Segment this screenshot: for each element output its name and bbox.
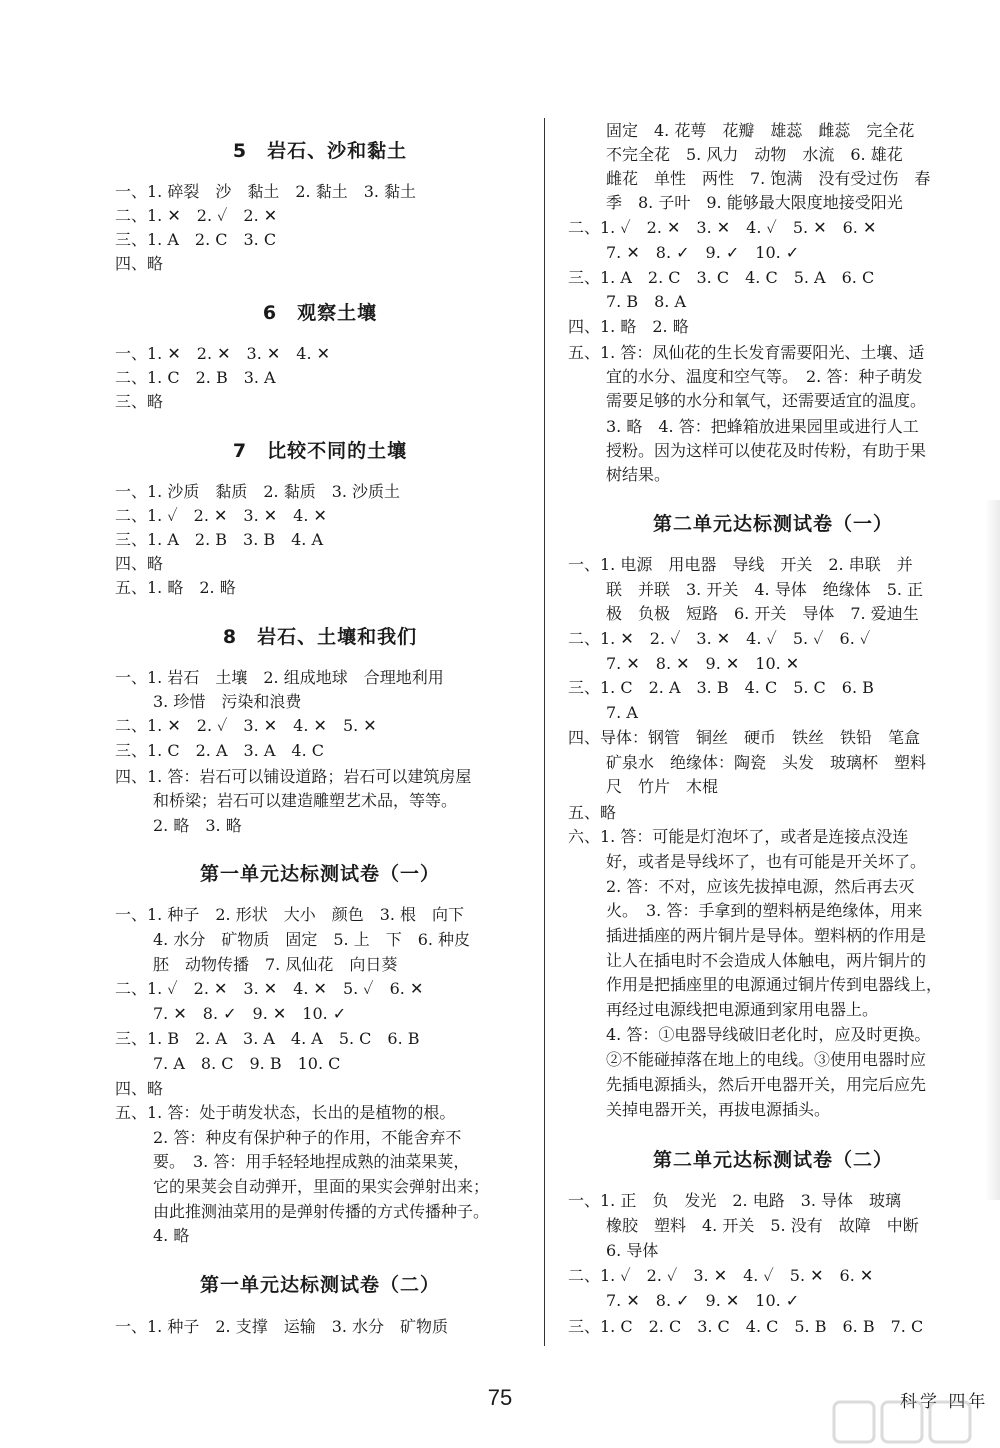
answer-line: 好，或者是导线坏了，也有可能是开关坏了。 [606,852,927,871]
answer-line: 二、1. ✓ 2. ✕ 3. ✕ 4. ✓ 5. ✕ 6. ✕ [568,218,877,237]
answer-line: 五、1. 答：处于萌发状态，长出的是植物的根。 [115,1103,456,1122]
answer-line: 五、略 [568,803,617,822]
answer-line: 胚 动物传播 7. 凤仙花 向日葵 [153,955,398,974]
answer-line: 7. ✕ 8. ✕ 9. ✕ 10. ✕ [606,654,800,673]
answer-line: 宜的水分、温度和空气等。 2. 答：种子萌发 [606,367,923,386]
answer-line: 二、1. C 2. B 3. A [115,368,276,387]
answer-line: 三、1. C 2. A 3. A 4. C [115,741,325,760]
answer-line: 二、1. ✓ 2. ✓ 3. ✕ 4. ✓ 5. ✕ 6. ✕ [568,1266,874,1285]
answer-line: 由此推测油菜用的是弹射传播的方式传播种子。 [153,1202,490,1221]
answer-line: 三、1. A 2. C 3. C 4. C 5. A 6. C [568,268,875,287]
answer-line: 固定 4. 花萼 花瓣 雄蕊 雌蕊 完全花 [606,121,915,140]
section-heading: 5 岩石、沙和黏土 [232,140,408,162]
answer-line: 7. A [606,703,638,722]
answer-line: 四、略 [115,1079,164,1098]
answer-line: 极 负极 短路 6. 开关 导体 7. 爱迪生 [606,604,919,623]
answer-line: 3. 略 4. 答：把蜂箱放进果园里或进行人工 [606,417,919,436]
answer-line: 联 并联 3. 开关 4. 导体 绝缘体 5. 正 [606,580,924,599]
answer-line: 4. 略 [153,1226,190,1245]
answer-line: 一、1. 沙质 黏质 2. 黏质 3. 沙质土 [115,482,401,501]
answer-line: 2. 答：不对，应该先拔掉电源，然后再去灭 [606,877,915,896]
answer-line: 一、1. 岩石 土壤 2. 组成地球 合理地利用 [115,668,444,687]
watermark-logo [830,1398,995,1446]
answer-line: 插进插座的两片铜片是导体。塑料柄的作用是 [606,926,927,945]
answer-line: 五、1. 略 2. 略 [115,578,236,597]
answer-line: 三、1. A 2. B 3. B 4. A [115,530,324,549]
answer-line: 它的果荚会自动弹开，里面的果实会弹射出来； [153,1177,490,1196]
answer-line: 四、导体：钢管 铜丝 硬币 铁丝 铁铅 笔盒 [568,728,921,747]
answer-line: 再经过电源线把电源通到家用电器上。 [606,1000,879,1019]
answer-line: 二、1. ✓ 2. ✕ 3. ✕ 4. ✕ 5. ✓ 6. ✕ [115,979,424,998]
answer-line: 四、1. 答：岩石可以铺设道路；岩石可以建筑房屋 [115,767,472,786]
subject-label: 科学 四年 [900,1392,989,1412]
answer-line: 6. 导体 [606,1241,659,1260]
answer-line: 雌花 单性 两性 7. 饱满 没有受过伤 春 [606,169,931,188]
answer-line: 三、1. A 2. C 3. C [115,230,277,249]
answer-line: 三、略 [115,392,164,411]
answer-line: 和桥梁；岩石可以建造雕塑艺术品，等等。 [153,791,458,810]
answer-line: 矿泉水 绝缘体：陶瓷 头发 玻璃杯 塑料 [606,753,927,772]
section-heading: 第二单元达标测试卷（一） [652,513,893,535]
answer-line: 五、1. 答：凤仙花的生长发育需要阳光、土壤、适 [568,343,925,362]
answer-line: 树结果。 [606,465,671,484]
answer-line: 尺 竹片 木棍 [606,777,719,796]
answer-line: ②不能碰掉落在地上的电线。③使用电器时应 [606,1050,927,1069]
answer-line: 4. 答：①电器导线破旧老化时，应及时更换。 [606,1025,931,1044]
column-divider [544,118,545,1346]
page-number: 75 [487,1385,513,1410]
answer-line: 三、1. C 2. C 3. C 4. C 5. B 6. B 7. C [568,1317,924,1336]
section-heading: 6 观察土壤 [262,302,378,324]
answer-line: 一、1. 碎裂 沙 黏土 2. 黏土 3. 黏土 [115,182,417,201]
answer-line: 四、略 [115,554,164,573]
answer-line: 需要足够的水分和氧气，还需要适宜的温度。 [606,391,927,410]
answer-line: 一、1. 种子 2. 形状 大小 颜色 3. 根 向下 [115,905,465,924]
answer-line: 一、1. 正 负 发光 2. 电路 3. 导体 玻璃 [568,1191,902,1210]
answer-line: 让人在插电时不会造成人体触电，两片铜片的 [606,951,927,970]
answer-line: 7. ✕ 8. ✓ 9. ✓ 10. ✓ [606,243,800,262]
answer-line: 2. 略 3. 略 [153,816,242,835]
answer-line: 季 8. 子叶 9. 能够最大限度地接受阳光 [606,193,903,212]
answer-line: 不完全花 5. 风力 动物 水流 6. 雄花 [606,145,903,164]
answer-line: 二、1. ✕ 2. ✓ 3. ✕ 4. ✓ 5. ✓ 6. ✓ [568,629,871,648]
answer-line: 一、1. 电源 用电器 导线 开关 2. 串联 并 [568,555,913,574]
answer-line: 7. A 8. C 9. B 10. C [153,1054,341,1073]
answer-line: 六、1. 答：可能是灯泡坏了，或者是连接点没连 [568,827,909,846]
section-heading: 第一单元达标测试卷（一） [199,863,440,885]
answer-line: 4. 水分 矿物质 固定 5. 上 下 6. 种皮 [153,930,471,949]
answer-line: 三、1. C 2. A 3. B 4. C 5. C 6. B [568,678,874,697]
answer-line: 二、1. ✕ 2. ✓ 3. ✕ 4. ✕ 5. ✕ [115,716,377,735]
answer-line: 二、1. ✓ 2. ✕ 3. ✕ 4. ✕ [115,506,327,525]
section-heading: 第二单元达标测试卷（二） [652,1149,893,1171]
answer-line: 授粉。因为这样可以使花及时传粉，有助于果 [606,441,927,460]
answer-line: 橡胶 塑料 4. 开关 5. 没有 故障 中断 [606,1216,919,1235]
scan-shadow [985,500,1000,1200]
answer-line: 一、1. 种子 2. 支撑 运输 3. 水分 矿物质 [115,1317,449,1336]
section-heading: 第一单元达标测试卷（二） [199,1274,440,1296]
answer-line: 二、1. ✕ 2. ✓ 2. ✕ [115,206,278,225]
answer-line: 2. 答：种皮有保护种子的作用，不能舍弃不 [153,1128,462,1147]
answer-line: 四、略 [115,254,164,273]
answer-line: 一、1. ✕ 2. ✕ 3. ✕ 4. ✕ [115,344,331,363]
answer-line: 关掉电器开关，再拔电源插头。 [606,1100,831,1119]
answer-line: 7. B 8. A [606,292,687,311]
section-heading: 8 岩石、土壤和我们 [222,626,418,648]
answer-line: 火。 3. 答：手拿到的塑料柄是绝缘体，用来 [606,901,923,920]
answer-line: 先插电源插头，然后开电器开关，用完后应先 [606,1075,927,1094]
answer-line: 三、1. B 2. A 3. A 4. A 5. C 6. B [115,1029,420,1048]
answer-line: 7. ✕ 8. ✓ 9. ✕ 10. ✓ [606,1291,800,1310]
answer-line: 7. ✕ 8. ✓ 9. ✕ 10. ✓ [153,1004,347,1023]
answer-line: 作用是把插座里的电源通过铜片传到电器线上， [606,975,943,994]
answer-line: 四、1. 略 2. 略 [568,317,689,336]
answer-line: 要。 3. 答：用手轻轻地捏成熟的油菜果荚， [153,1152,470,1171]
section-heading: 7 比较不同的土壤 [232,440,408,462]
answer-line: 3. 珍惜 污染和浪费 [153,692,302,711]
